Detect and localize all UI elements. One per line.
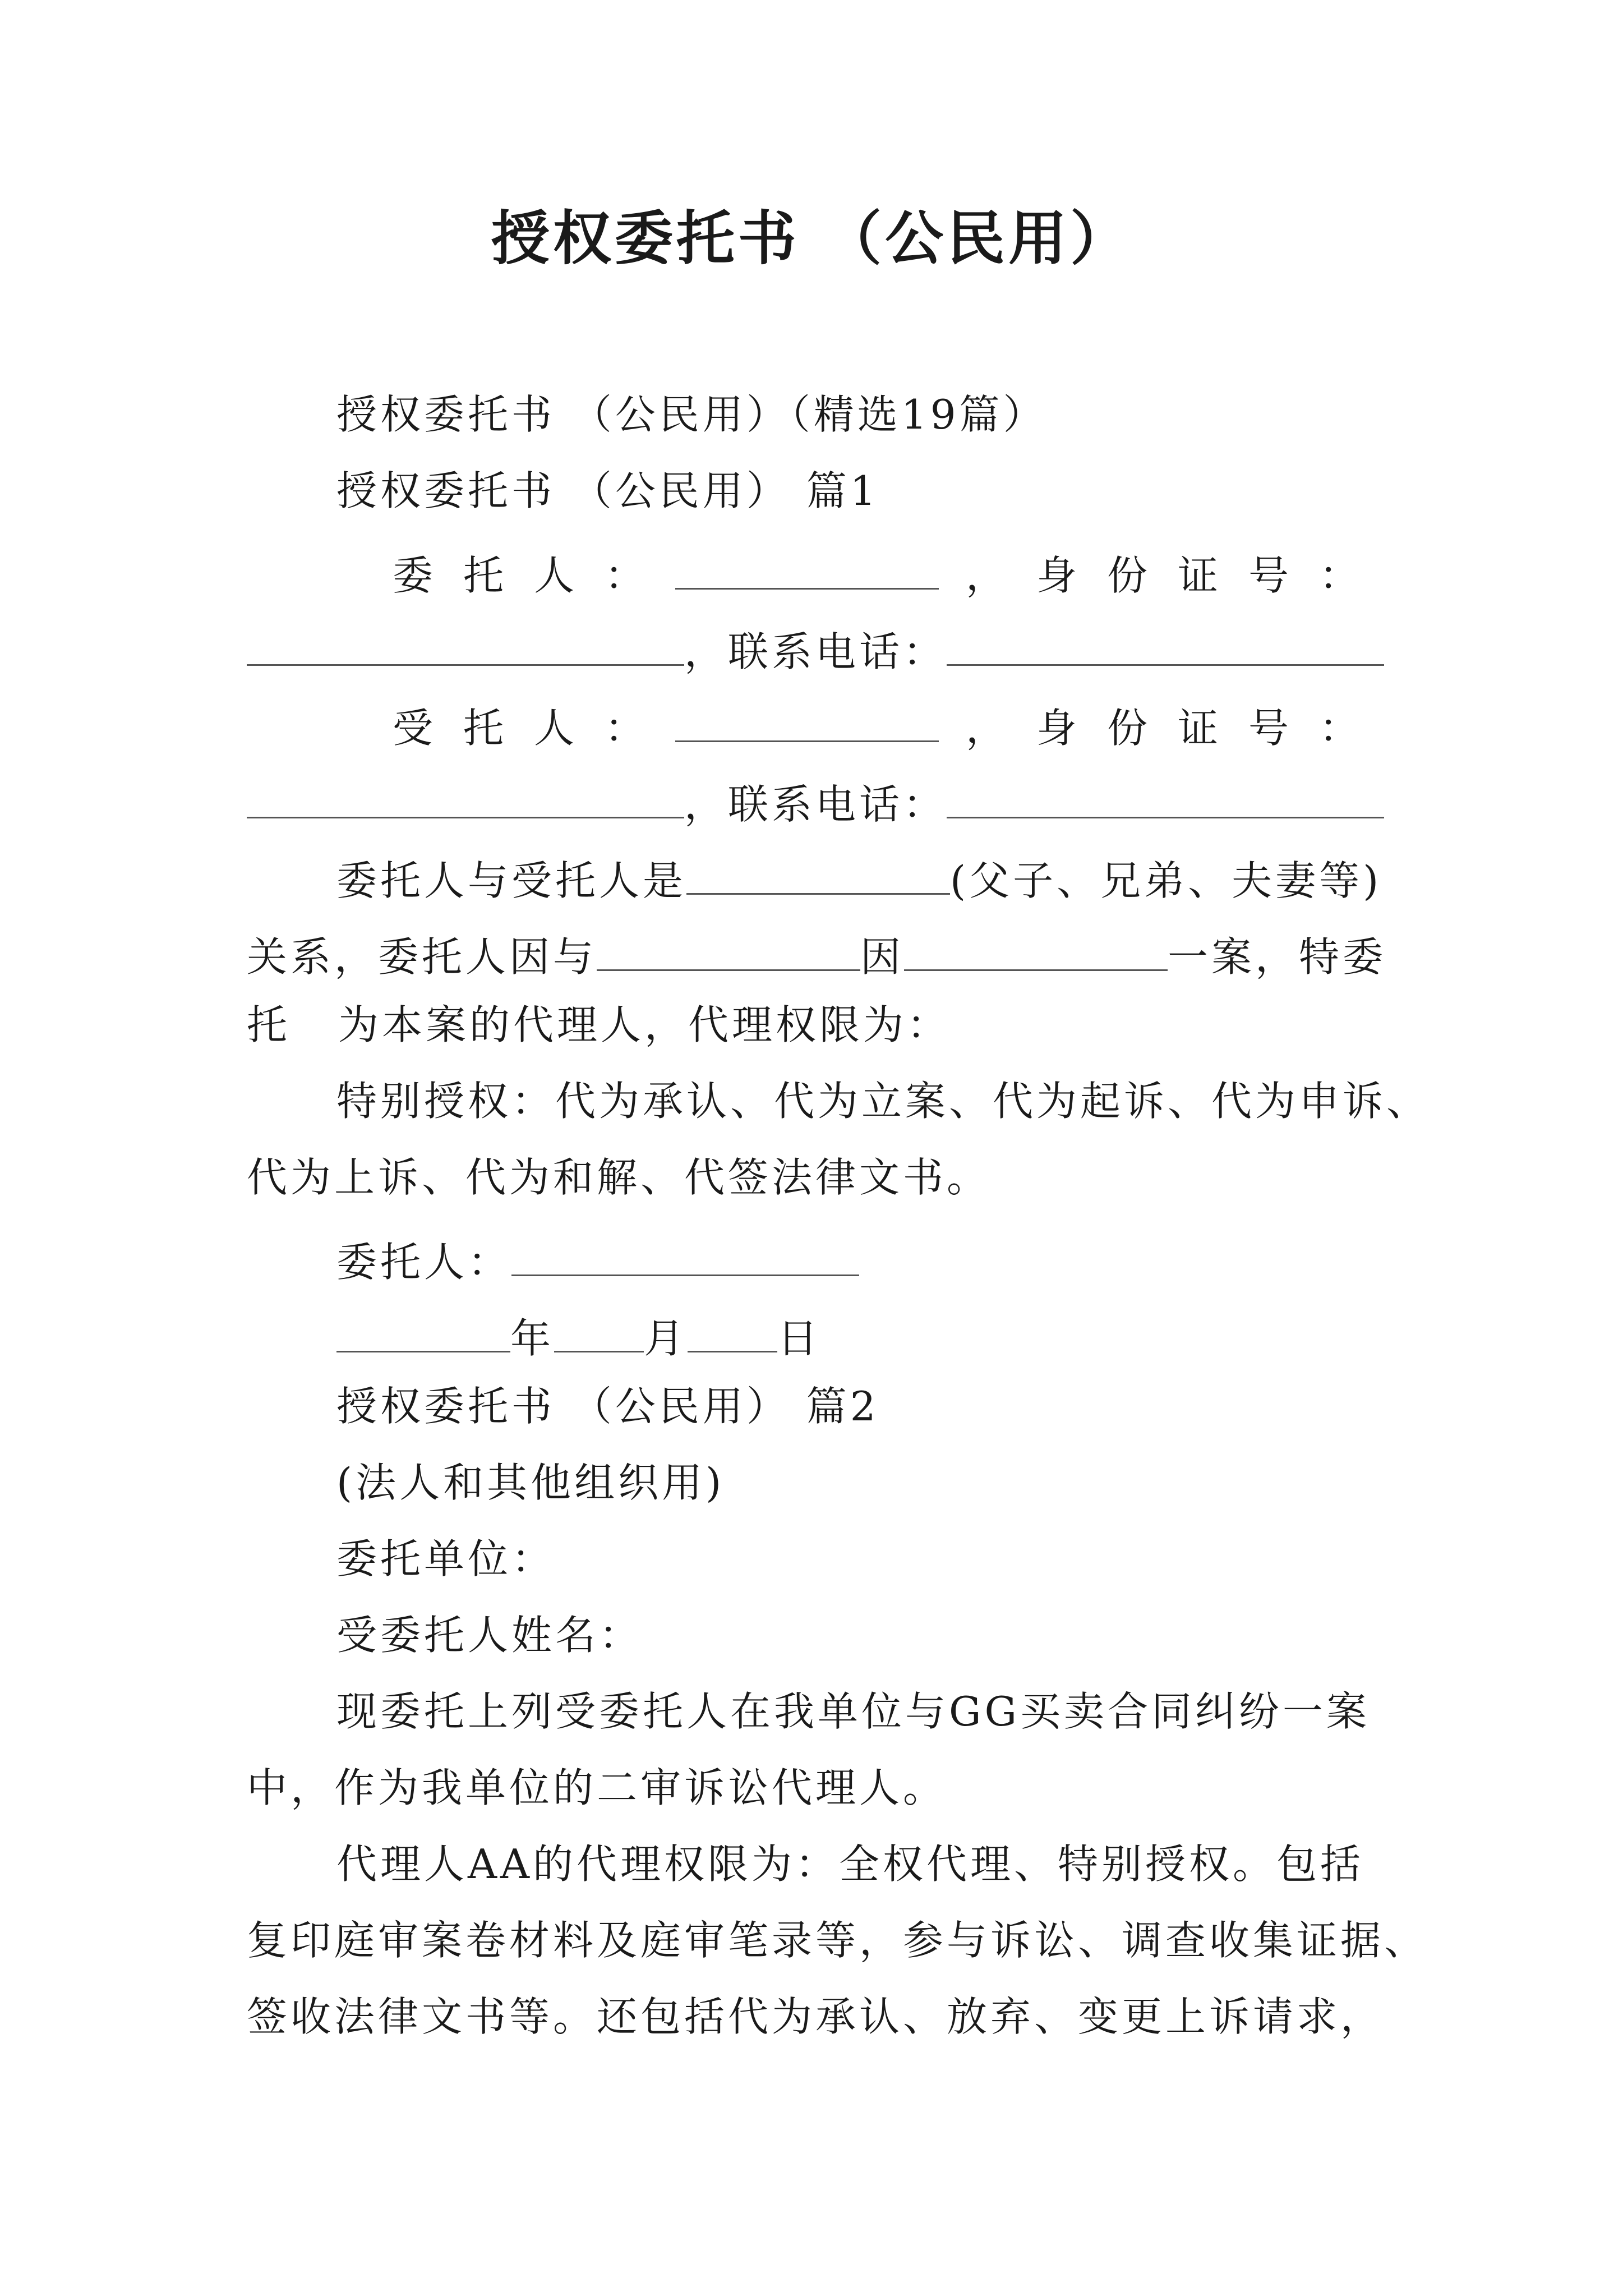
- agent-id-line: [393, 689, 1363, 759]
- case-text: 因: [860, 933, 905, 981]
- body-text: 代理人AA的代理权限为：全权代理、特别授权。包括: [336, 1841, 1364, 1888]
- principal-id-line: [393, 536, 1363, 606]
- agent-char: 托: [463, 705, 508, 752]
- date-line: [336, 1299, 821, 1369]
- case-text: 关系，委托人因与: [247, 933, 597, 981]
- agent-id-blank[interactable]: [247, 765, 684, 818]
- section-heading-2: 授权委托书 （公民用） 篇2: [336, 1383, 879, 1430]
- agent-char: 人: [534, 705, 578, 752]
- opponent-blank[interactable]: [597, 918, 860, 971]
- year-blank[interactable]: [336, 1299, 510, 1352]
- case-text: 托: [247, 1001, 291, 1048]
- id-char: 身: [1036, 705, 1080, 752]
- year-label: 年: [510, 1315, 555, 1362]
- principal-char: 人: [534, 552, 578, 599]
- section-subheading: (法人和其他组织用): [336, 1459, 725, 1506]
- month-label: 月: [644, 1315, 688, 1362]
- relation-blank[interactable]: [686, 841, 950, 895]
- agent-name-blank[interactable]: [675, 689, 939, 742]
- signature-line: [336, 1223, 859, 1293]
- phone-label: ，联系电话：: [684, 628, 947, 675]
- id-char: 号: [1248, 705, 1292, 752]
- signature-label: 委托人：: [336, 1239, 512, 1286]
- id-char: 身: [1036, 552, 1080, 599]
- principal-char: 托: [463, 552, 508, 599]
- case-text: 一案，特委: [1168, 933, 1387, 981]
- id-char: ：: [1318, 552, 1363, 599]
- principal-name-blank[interactable]: [675, 536, 939, 590]
- id-char: 号: [1248, 552, 1292, 599]
- case-line: [247, 918, 1386, 988]
- body-text: 签收法律文书等。还包括代为承认、放弃、变更上诉请求，: [247, 1993, 1385, 2040]
- section-heading-1: 授权委托书 （公民用） 篇1: [336, 467, 879, 514]
- principal-id-blank[interactable]: [247, 613, 684, 666]
- phone-label: ，联系电话：: [684, 781, 947, 828]
- special-authority-2: 代为上诉、代为和解、代签法律文书。: [247, 1154, 991, 1201]
- id-char: 证: [1177, 552, 1221, 599]
- relation-text: 委托人与受托人是: [336, 857, 687, 904]
- relation-examples: (父子、兄弟、夫妻等): [950, 857, 1382, 904]
- agent-phone-line: [247, 765, 1384, 835]
- entrusting-unit: 委托单位：: [336, 1535, 556, 1582]
- agent-name-label: 受委托人姓名：: [336, 1612, 643, 1659]
- comma: ，: [965, 552, 1009, 599]
- id-char: ：: [1318, 705, 1363, 752]
- principal-char: ：: [605, 552, 649, 599]
- id-char: 份: [1106, 705, 1151, 752]
- agent-char: 受: [393, 705, 437, 752]
- day-label: 日: [777, 1315, 822, 1362]
- special-authority-1: 特别授权：代为承认、代为立案、代为起诉、代为申诉、: [336, 1078, 1431, 1125]
- intro-line: 授权委托书 （公民用）（精选19篇）: [336, 391, 1047, 438]
- month-blank[interactable]: [554, 1299, 644, 1352]
- agent-phone-blank[interactable]: [947, 765, 1384, 818]
- authority-line: [247, 994, 951, 1056]
- comma: ，: [965, 705, 1009, 752]
- signature-blank[interactable]: [511, 1223, 859, 1276]
- id-char: 份: [1106, 552, 1151, 599]
- principal-char: 委: [393, 552, 437, 599]
- day-blank[interactable]: [688, 1299, 777, 1352]
- body-text: 复印庭审案卷材料及庭审笔录等，参与诉讼、调查收集证据、: [247, 1917, 1428, 1964]
- body-text: 现委托上列受委托人在我单位与GG买卖合同纠纷一案: [336, 1688, 1371, 1735]
- document-title: 授权委托书 （公民用）: [491, 204, 1132, 273]
- agent-char: ：: [605, 705, 649, 752]
- principal-phone-blank[interactable]: [947, 613, 1384, 666]
- relation-line: [336, 841, 1382, 912]
- principal-phone-line: [247, 613, 1384, 683]
- cause-blank[interactable]: [904, 918, 1168, 971]
- case-text: 为本案的代理人，代理权限为：: [338, 1001, 951, 1048]
- body-text: 中，作为我单位的二审诉讼代理人。: [247, 1764, 947, 1811]
- id-char: 证: [1177, 705, 1221, 752]
